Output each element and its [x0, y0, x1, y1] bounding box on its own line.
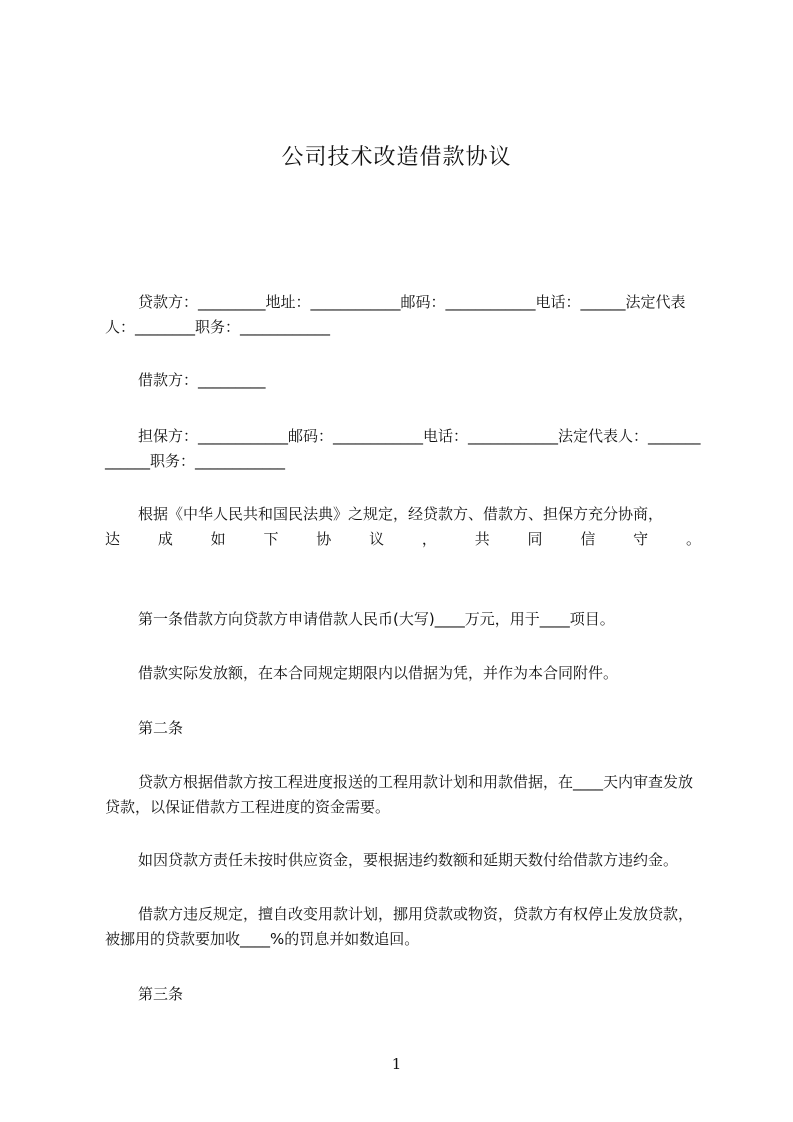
agreement-char: 成 — [157, 530, 173, 548]
agreement-char: 下 — [263, 530, 279, 548]
agreement-char: 共 — [474, 530, 490, 548]
agreement-char: 信 — [580, 530, 596, 548]
agreement-char: 达 — [105, 530, 121, 548]
basis-paragraph: 根据《中华人民共和国民法典》之规定，经贷款方、借款方、担保方充分协商， — [138, 505, 664, 523]
page-number: 1 — [391, 1055, 402, 1073]
agreement-char: 同 — [527, 530, 543, 548]
agreement-line — [105, 527, 701, 552]
article-2-heading: 第二条 — [138, 719, 184, 737]
agreement-char: 。 — [685, 530, 701, 548]
article-2-para-3: 借款方违反规定，擅自改变用款计划，挪用贷款或物资，贷款方有权停止发放贷款，被挪用的贷款要加收____%的罚息并如数追回。 — [105, 905, 694, 948]
article-3-heading: 第三条 — [138, 985, 184, 1003]
guarantor-info: 担保方：____________邮码：____________电话：____________法定代表人：_____________职务：____________ — [105, 427, 701, 470]
agreement-char: 议 — [369, 530, 385, 548]
borrower-info: 借款方：_________ — [138, 371, 266, 389]
lender-info: 贷款方：_________地址：____________邮码：____________电话：______法定代表人：________职务：____________ — [105, 293, 686, 336]
article-2-para-1: 贷款方根据借款方按工程进度报送的工程用款计划和用款借据，在____天内审查发放贷款，以保证借款方工程进度的资金需要。 — [105, 773, 694, 816]
article-1-note: 借款实际发放额，在本合同规定期限内以借据为凭，并作为本合同附件。 — [138, 664, 619, 682]
document-title: 公司技术改造借款协议 — [281, 145, 512, 170]
agreement-char: 如 — [210, 530, 226, 548]
agreement-char: 守 — [633, 530, 649, 548]
agreement-char: 协 — [316, 530, 332, 548]
article-2-para-2: 如因贷款方责任未按时供应资金，要根据违约数额和延期天数付给借款方违约金。 — [138, 851, 679, 869]
agreement-char: ， — [421, 530, 437, 548]
article-1: 第一条借款方向贷款方申请借款人民币(大写)____万元，用于____项目。 — [138, 610, 615, 628]
